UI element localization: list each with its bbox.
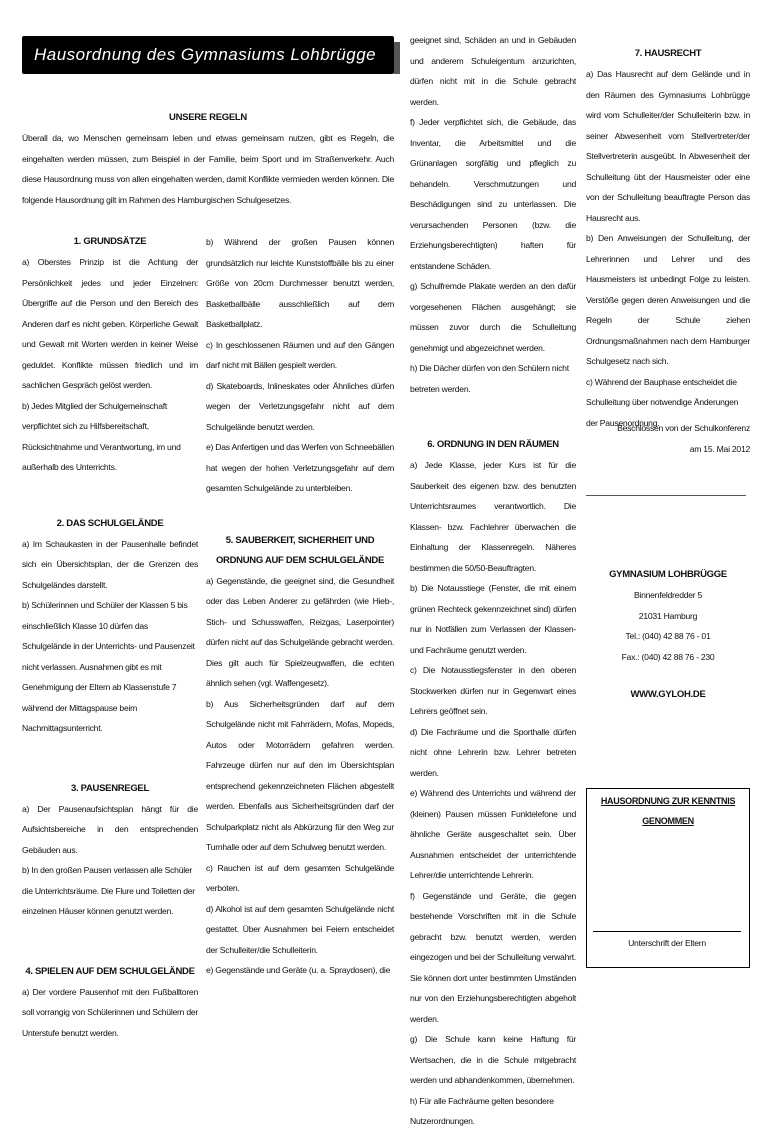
section-6-h: h) Für alle Fachräume gelten besondere Nutzerordnungen. bbox=[410, 1095, 554, 1126]
school-street: Binnenfeldredder 5 bbox=[633, 590, 703, 600]
section-1-a: a) Oberstes Prinzip ist die Achtung der Persönlichkeit jedes und jeder Einzelnen: Übergriffe auf die Person und den Bereich des Anderen darf es nicht geben. Körperliche Gewalt und Gewalt mit Worten werden in keiner Weise geduldet. Konflikte müssen friedlich und im sachlichen Gespräch gelöst werden. bbox=[22, 257, 198, 390]
section-5-h: h) Die Dächer dürfen von den Schülern nicht betreten werden. bbox=[410, 363, 569, 394]
section-2-b: b) Schülerinnen und Schüler der Klassen 5 bis einschließlich Klasse 10 dürfen das Schulgelände in der Unterrichts- und Pausenzeit nicht verlassen. Ausnahmen gibt es mit Genehmigung der Eltern ab Klassenstufe 7 während der Mittagspause beim Nachmittagsunterricht. bbox=[22, 600, 195, 733]
section-5-b: b) Aus Sicherheitsgründen darf auf dem Schulgelände nicht mit Fahrrädern, Mofas, Mopeds, Autos oder Motorrädern gefahren werden. Fahrzeuge dürfen nur auf den im Übersichtsplan entsprechend gekennzeichneten Flächen abgestellt werden. Ebenfalls aus Sicherheitsgründen darf der Schulparkplatz nicht als Abkürzung für den Weg zur Turnhalle oder auf dem Schulweg benutzt werden. bbox=[206, 698, 394, 852]
section-6-e: e) Während des Unterrichts und während der (kleinen) Pausen müssen Funktelefone und ähnliche Geräte ausgeschaltet sein. Über Ausnahmen entscheidet der unterrichtende Lehrer/die unterrichtende Lehrerin. bbox=[410, 788, 576, 880]
intro-block bbox=[22, 108, 394, 210]
school-tel: Tel.: (040) 42 88 76 - 01 bbox=[625, 631, 711, 641]
section-5-e-start: e) Gegenstände und Geräte (u. a. Spraydosen), die bbox=[206, 965, 391, 975]
intro-text: Überall da, wo Menschen gemeinsam leben und etwas gemeinsam nutzen, gibt es Regeln, die eingehalten werden müssen, zum Beispiel in der Familie, beim Sport und im Straßenverkehr. Auch diese Hausordnung muss von allen eingehalten werden, damit Konflikte vermieden werden können. Die folgende Hausordnung gilt im Rahmen des Hamburgischen Schulgesetzes. bbox=[22, 133, 394, 205]
section-6-heading: 6. ORDNUNG IN DEN RÄUMEN bbox=[427, 439, 559, 450]
resolution-rule bbox=[586, 495, 746, 496]
section-5-heading-1: 5. SAUBERKEIT, SICHERHEIT UND bbox=[225, 534, 375, 546]
intro-heading: UNSERE REGELN bbox=[169, 112, 247, 123]
section-6-d: d) Die Fachräume und die Sporthalle dürfen nicht ohne Lehrerin bzw. Lehrer betreten werden. bbox=[410, 726, 576, 778]
signature-line[interactable] bbox=[593, 931, 741, 932]
section-4-d: d) Skateboards, Inlineskates oder Ähnliches dürfen wegen der Verletzungsgefahr nicht auf dem Schulgelände benutzt werden. bbox=[206, 380, 394, 432]
school-web: WWW.GYLOH.DE bbox=[630, 689, 706, 700]
resolution-block bbox=[586, 418, 750, 459]
column-4 bbox=[586, 44, 750, 433]
acknowledgement-title: HAUSORDNUNG ZUR KENNTNIS GENOMMEN bbox=[600, 796, 736, 826]
section-6-a: a) Jede Klasse, jeder Kurs ist für die Sauberkeit des eigenen bzw. des benutzten Unterrichtsraumes verantwortlich. Die Klassen- bzw. Fachlehrer überwachen die Einhaltung der Klassenregeln. Näheres bestimmen die 50/50-Beauftragten. bbox=[410, 460, 576, 573]
section-5-c: c) Rauchen ist auf dem gesamten Schulgelände verboten. bbox=[206, 862, 394, 893]
section-3-heading: 3. PAUSENREGEL bbox=[71, 782, 149, 794]
signature-label: Unterschrift der Eltern bbox=[628, 938, 706, 948]
section-6-b: b) Die Notausstiege (Fenster, die mit einem grünen Rechteck gekennzeichnet sind) dürfen nur in Notfällen zum Verlassen der Klassen- und Fachräume genutzt werden. bbox=[410, 583, 576, 655]
title-banner bbox=[22, 36, 394, 74]
acknowledgement-box bbox=[586, 788, 750, 968]
section-6-f: f) Gegenstände und Geräte, die gegen bestehende Vorschriften mit in die Schule gebracht bzw. benutzt werden, werden eingezogen und bei der Schulleitung verwahrt. Sie können dort unter bestimmten Umständen nur von den Erziehungsberechtigten abgeholt werden. bbox=[410, 890, 576, 1024]
section-4-b: b) Während der großen Pausen können grundsätzlich nur leichte Kunststoffbälle bis zu einer Größe von 20cm Durchmesser benutzt werden, Basketballbälle ausschließlich auf dem Basketballplatz. bbox=[206, 237, 394, 329]
section-5-a: a) Gegenstände, die geeignet sind, die Gesundheit oder das Leben Anderer zu gefährden (wie Hieb-, Stich- und Schusswaffen, Reizgas, Laserpointer) dürfen nicht auf das Schulgelände gebracht werden. Dies gilt auch für Spielzeugwaffen, die echten ähnlich sehen (vgl. Waffengesetz). bbox=[206, 575, 394, 688]
section-3-a: a) Der Pausenaufsichtsplan hängt für die Aufsichtsbereiche in den entsprechenden Gebäuden aus. bbox=[22, 803, 198, 855]
column-1 bbox=[22, 232, 198, 1043]
section-2-heading: 2. DAS SCHULGELÄNDE bbox=[56, 517, 164, 529]
section-1-b: b) Jedes Mitglied der Schulgemeinschaft verpflichtet sich zu Hilfsbereitschaft, Rücksichtnahme und Verantwortung, im und außerhalb des Unterrichts. bbox=[22, 400, 181, 472]
section-5-e-cont: geeignet sind, Schäden an und in Gebäuden und anderem Schuleigentum anzurichten, dürfen nicht mit in die Schule gebracht werden. bbox=[410, 35, 576, 107]
section-7-heading: 7. HAUSRECHT bbox=[634, 48, 702, 59]
resolution-line-1: Beschlossen von der Schulkonferenz bbox=[617, 423, 750, 433]
section-3-b: b) In den großen Pausen verlassen alle Schüler die Unterrichtsräume. Die Flure und Toiletten der einzelnen Häuser können genutzt werden. bbox=[22, 865, 195, 916]
school-city: 21031 Hamburg bbox=[638, 610, 698, 621]
section-7-b: b) Den Anweisungen der Schulleitung, der Lehrerinnen und Lehrer und des Hausmeisters ist unbedingt Folge zu leisten. Verstöße gegen deren Anweisungen und die Regeln der Schule ziehen Ordnungsmaßnahmen nach dem Hamburger Schulgesetz nach sich. bbox=[586, 233, 750, 366]
section-2-a: a) Im Schaukasten in der Pausenhalle befindet sich ein Übersichtsplan, der die Grenzen des Schulgeländes darstellt. bbox=[22, 538, 198, 590]
section-4-heading: 4. SPIELEN AUF DEM SCHULGELÄNDE bbox=[25, 965, 195, 977]
section-5-d: d) Alkohol ist auf dem gesamten Schulgelände nicht gestattet. Über Ausnahmen bei Feiern entscheidet der Schulleiter/die Schulleiterin. bbox=[206, 903, 394, 955]
section-5-heading-2: ORDNUNG AUF DEM SCHULGELÄNDE bbox=[215, 554, 385, 566]
section-5-f: f) Jeder verpflichtet sich, die Gebäude, das Inventar, die Arbeitsmittel und die Grünanlagen sorgfältig und pfleglich zu behandeln. Verschmutzungen und Beschädigungen sind zu unterlassen. Die verursachenden Personen (bzw. die Erziehungsberechtigten) haften für entstandene Schäden. bbox=[410, 117, 576, 271]
section-4-c: c) In geschlossenen Räumen und auf den Gängen darf nicht mit Bällen gespielt werden. bbox=[206, 339, 394, 370]
column-3 bbox=[410, 30, 576, 1132]
section-1-heading: 1. GRUNDSÄTZE bbox=[73, 236, 147, 247]
document-title: Hausordnung des Gymnasiums Lohbrügge bbox=[34, 45, 377, 64]
section-6-g: g) Die Schule kann keine Haftung für Wertsachen, die in die Schule mitgebracht werden und abhandenkommen, übernehmen. bbox=[410, 1034, 576, 1085]
school-fax: Fax.: (040) 42 88 76 - 230 bbox=[621, 651, 715, 662]
section-6-c: c) Die Notausstiegsfenster in den oberen Stockwerken dürfen nur in Gegenwart eines Lehrers geöffnet sein. bbox=[410, 665, 576, 716]
resolution-line-2: am 15. Mai 2012 bbox=[689, 443, 750, 454]
section-7-c: c) Während der Bauphase entscheidet die Schulleitung über notwendige Änderungen der Pausenordnung. bbox=[586, 376, 739, 428]
school-name: GYMNASIUM LOHBRÜGGE bbox=[609, 569, 727, 580]
school-contact bbox=[586, 565, 750, 705]
section-4-e: e) Das Anfertigen und das Werfen von Schneebällen hat wegen der hohen Verletzungsgefahr auf dem gesamten Schulgelände zu unterbleiben. bbox=[206, 442, 394, 493]
section-5-g: g) Schulfremde Plakate werden an den dafür vorgesehenen Flächen ausgehängt; sie müssen zuvor durch die Schulleitung genehmigt und abgezeichnet werden. bbox=[410, 281, 576, 353]
section-4-a: a) Der vordere Pausenhof mit den Fußballtoren soll vorrangig von Schülerinnen und Schülern der Unterstufe benutzt werden. bbox=[22, 986, 198, 1038]
section-7-a: a) Das Hausrecht auf dem Gelände und in den Räumen des Gymnasiums Lohbrügge wird vom Schulleiter/der Schulleiterin bzw. in seiner Abwesenheit vom Stellvertreter/der Stellvertreterin ausgeübt. In Abwesenheit der Schulleitung übt der Hausmeister oder eine von der Schulleitung beauftragte Person das Hausrecht aus. bbox=[586, 69, 750, 223]
column-2 bbox=[206, 232, 394, 981]
